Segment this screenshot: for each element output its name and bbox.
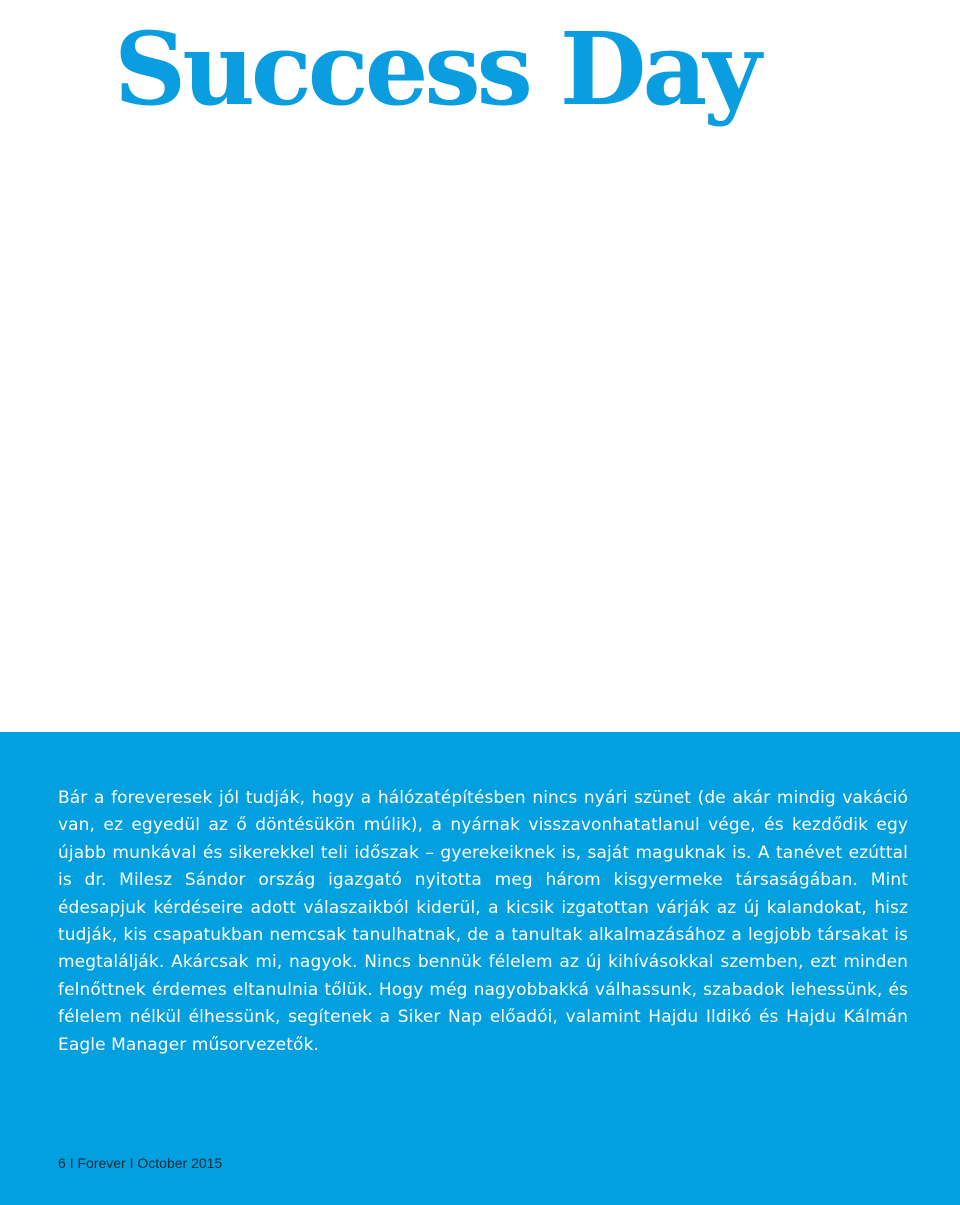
page-title: Success Day [114, 10, 758, 128]
intro-panel [0, 732, 960, 1205]
page-footer [58, 1154, 222, 1172]
intro-paragraph: Bár a foreveresek jól tudják, hogy a hálózatépítésben nincs nyári szünet (de akár mindig vakáció van, ez egyedül az ő döntésükön múlik), a nyárnak visszavonhatatlanul vége, és kezdődik egy újabb munkával és sikerekkel teli időszak – gyerekeiknek is, saját maguknak is. A tanévet ezúttal is dr. Milesz Sándor ország igazgató nyitotta meg három kisgyermeke társaságában. Mint édesapjuk kérdéseire adott válaszaikból kiderül, a kicsik izgatottan várják az új kalandokat, hisz tudják, kis csapatukban nemcsak tanulhatnak, de a tanultak alkalmazásához a legjobb társakat is megtalálják. Akárcsak mi, nagyok. Nincs bennük félelem az új kihívásokkal szemben, ezt minden felnőttnek érdemes eltanulnia tőlük. Hogy még nagyobbakká válhassunk, szabadok lehessünk, és félelem nélkül élhessünk, segítenek a Siker Nap előadói, valamint Hajdu Ildikó és Hajdu Kálmán Eagle Manager műsorvezetők. [58, 788, 908, 1055]
page-number: 6 [58, 1155, 66, 1171]
footer-separator-2: I [129, 1155, 134, 1171]
issue-date: October 2015 [137, 1155, 223, 1171]
magazine-name: Forever [77, 1155, 126, 1171]
footer-separator: I [69, 1155, 74, 1171]
